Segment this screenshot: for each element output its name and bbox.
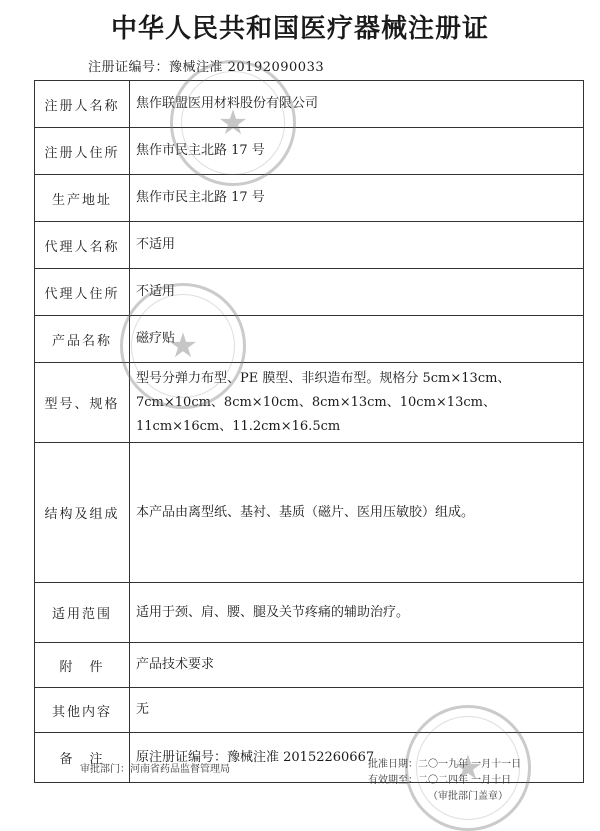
row-label: 型号、规格 [35,363,130,443]
row-value: 焦作联盟医用材料股份有限公司 [130,81,584,128]
approval-date: 批准日期：二〇一九年 一月十一日 [368,759,522,770]
table-row [35,128,584,175]
star-icon: ★ [452,748,484,788]
row-value: 型号分弹力布型、PE 膜型、非织造布型。规格分 5cm×13cm、7cm×10cm、8cm×10cm、8cm×13cm、10cm×13cm、11cm×16cm、11.2cm×16.5cm [130,363,584,443]
table-row [35,363,584,443]
table-row [35,316,584,363]
row-value: 焦作市民主北路 17 号 [130,175,584,222]
table-row [35,175,584,222]
certificate-table [34,80,584,783]
row-value: 不适用 [130,269,584,316]
table-row [35,81,584,128]
valid-until-date: 有效期至：二〇二四年 一月十日 [368,775,512,786]
row-label: 生产地址 [35,175,130,222]
table-row [35,643,584,688]
table-row [35,443,584,583]
row-label: 代理人名称 [35,222,130,269]
row-value: 本产品由离型纸、基衬、基质（磁片、医用压敏胶）组成。 [130,443,584,583]
seal-note: （审批部门盖章） [428,791,508,802]
star-icon: ★ [167,326,199,366]
row-value: 焦作市民主北路 17 号 [130,128,584,175]
registration-number: 注册证编号：豫械注准 20192090033 [88,60,325,75]
certificate-title: 中华人民共和国医疗器械注册证 [110,14,489,44]
official-seal-stamp [120,283,246,409]
table-row [35,583,584,643]
row-value: 产品技术要求 [130,643,584,688]
table-row [35,269,584,316]
footer-dates [368,757,521,805]
row-label: 注册人住所 [35,128,130,175]
official-seal-stamp [170,60,296,186]
row-label: 注册人名称 [35,81,130,128]
row-value: 适用于颈、肩、腰、腿及关节疼痛的辅助治疗。 [130,583,584,643]
row-label: 代理人住所 [35,269,130,316]
row-label: 结构及组成 [35,443,130,583]
star-icon: ★ [217,103,249,143]
row-label: 其他内容 [35,688,130,733]
row-value: 磁疗贴 [130,316,584,363]
row-label: 产品名称 [35,316,130,363]
row-label: 附 件 [35,643,130,688]
table-row [35,222,584,269]
row-value: 原注册证编号：豫械注准 20152260667 [130,733,584,783]
row-value: 无 [130,688,584,733]
row-label: 适用范围 [35,583,130,643]
approval-department: 审批部门：河南省药品监督管理局 [80,764,230,775]
row-label: 备 注 [35,733,130,783]
row-value: 不适用 [130,222,584,269]
